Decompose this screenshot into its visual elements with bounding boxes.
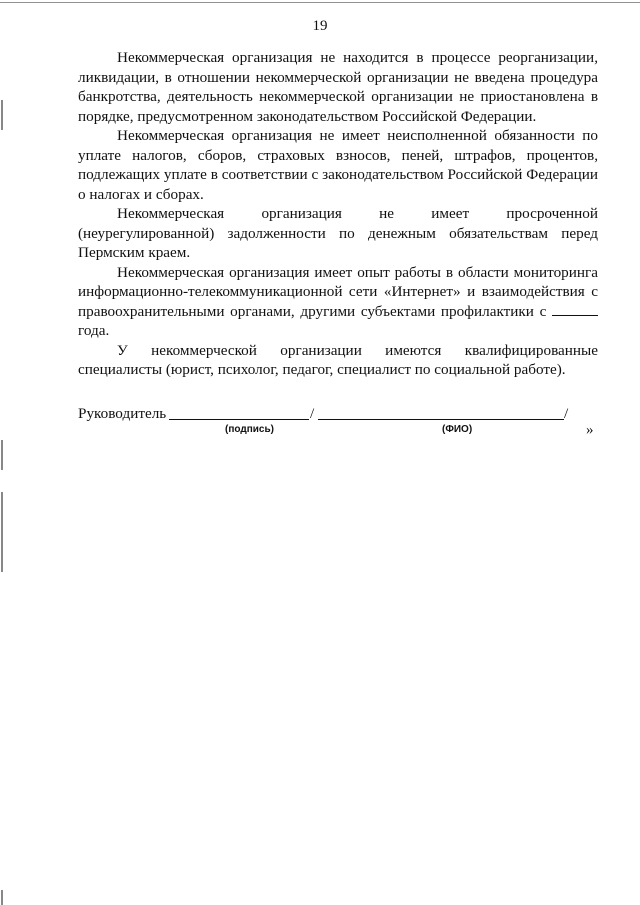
paragraph-qualified-specialists: У некоммерческой организации имеются квалифицированные специалисты (юрист, психолог, педагог, специалист по социальной работе).	[78, 341, 598, 378]
paragraph-text-end: года.	[78, 322, 110, 339]
paragraph-no-tax-debt: Некоммерческая организация не имеет неисполненной обязанности по уплате налогов, сборов, страховых взносов, пеней, штрафов, процентов, подлежащих уплате в соответствии с законодательством Российской Федерации о налогах и сборах.	[78, 127, 598, 203]
full-name-line	[318, 419, 564, 420]
closing-quote: »	[586, 422, 594, 438]
paragraph-no-reorganization: Некоммерческая организация не находится в процессе реорганизации, ликвидации, в отношении некоммерческой организации не введена процедура банкротства, деятельность некоммерческой организации не приостановлена в порядке, предусмотренном законодательством Российской Федерации.	[78, 49, 598, 125]
scan-edge-mark	[1, 440, 3, 470]
scan-edge-mark	[1, 492, 3, 572]
year-blank-field	[552, 303, 598, 316]
scan-top-border	[0, 2, 640, 3]
full-name-caption: (ФИО)	[442, 424, 473, 435]
scan-edge-mark	[1, 890, 3, 905]
page-number: 19	[312, 18, 328, 34]
scan-edge-mark	[1, 100, 3, 130]
paragraph-no-overdue-debt: Некоммерческая организация не имеет просроченной (неурегулированной) задолженности по денежным обязательствам перед Пермским краем.	[78, 205, 598, 261]
signature-captions	[78, 424, 608, 440]
signature-caption: (подпись)	[225, 424, 274, 435]
signature-line	[169, 419, 309, 420]
signature-block	[78, 404, 608, 440]
separator-slash: /	[310, 405, 315, 422]
paragraph-text: Некоммерческая организация имеет опыт работы в области мониторинга информационно-телекоммуникационной сети «Интернет» и взаимодействия с правоохранительными органами, другими субъектами профилактики с	[78, 263, 598, 320]
separator-slash-end: /	[564, 405, 569, 422]
signature-row	[78, 404, 608, 424]
paragraph-monitoring-experience	[78, 263, 598, 341]
document-body	[78, 48, 598, 380]
head-label: Руководитель	[78, 405, 167, 422]
